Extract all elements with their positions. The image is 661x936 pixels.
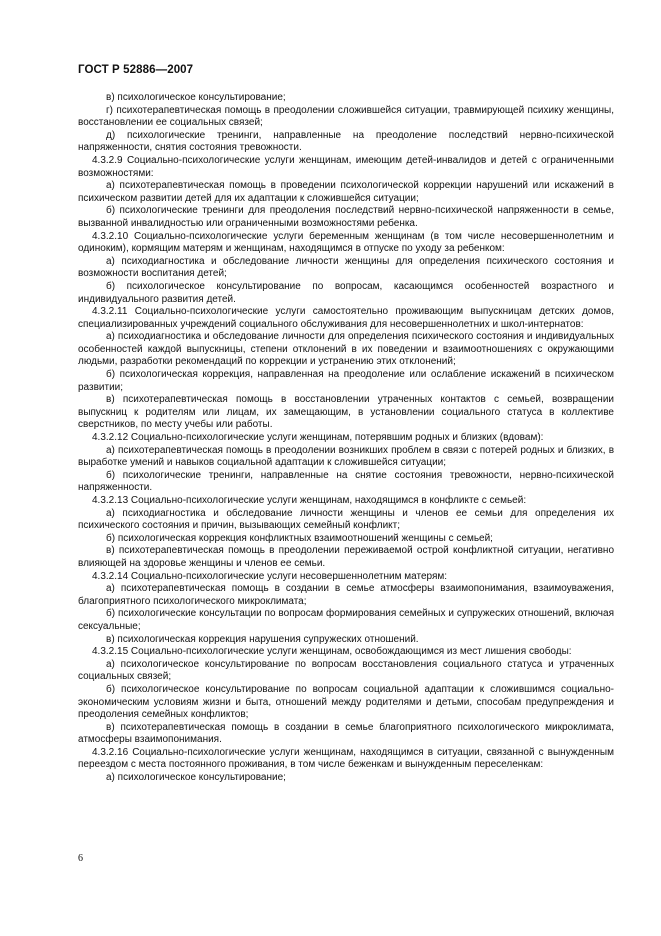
- list-item: б) психологическая коррекция, направленная на преодоление или ослабление искажений в психическом развитии;: [78, 369, 614, 393]
- list-item: б) психологические тренинги, направленные на снятие состояния тревожности, нервно-психической напряженности.: [78, 469, 614, 494]
- section-heading: 4.3.2.13 Социально-психологические услуги женщинам, находящимся в конфликте с семьей:: [92, 495, 527, 506]
- list-item: а) психологическое консультирование;: [106, 772, 286, 784]
- section-heading: 4.3.2.12 Социально-психологические услуги женщинам, потерявшим родных и близких (вдовам):: [92, 432, 544, 444]
- list-item: б) психологические консультации по вопросам формирования семейных и супружеских отношений, включая сексуальные;: [78, 608, 614, 632]
- list-item: в) психотерапевтическая помощь в восстановлении утраченных контактов с семьей, возвращении выпускниц к родителям или лицам, их замещающим, в установлении социального статуса в коллективе сверстников, по месту учебы или работы.: [78, 394, 614, 431]
- document-header: ГОСТ Р 52886—2007: [78, 64, 194, 76]
- list-item: а) психологическое консультирование по вопросам восстановления социального статуса и утраченных социальных связей;: [78, 658, 614, 683]
- list-item: в) психологическое консультирование;: [106, 92, 286, 103]
- section-heading: 4.3.2.14 Социально-психологические услуги несовершеннолетним матерям:: [92, 570, 448, 582]
- list-item: д) психологические тренинги, направленные на преодоление последствий нервно-психической напряженности, снятия состояния тревожности.: [78, 129, 614, 154]
- list-item: а) психотерапевтическая помощь в проведении психологической коррекции нарушений или искажений в психическом развитии детей для их адаптации к сложившейся ситуации;: [78, 180, 614, 204]
- section-heading: 4.3.2.15 Социально-психологические услуги женщинам, освобождающимся из мест лишения свободы:: [92, 646, 572, 658]
- list-item: в) психотерапевтическая помощь в преодолении переживаемой острой конфликтной ситуации, негативно влияющей на здоровье женщины и членов ее семьи.: [78, 545, 614, 569]
- list-item: а) психодиагностика и обследование личности для определения психического состояния и индивидуальных особенностей каждой выпускницы, степени отклонений в их поведении и взаимоотношениях с окружающими людьми, разработки рекомендаций по коррекции и устранению этих отклонений;: [78, 331, 614, 368]
- list-item: г) психотерапевтическая помощь в преодолении сложившейся ситуации, травмирующей психику женщины, восстановлении ее социальных связей;: [78, 104, 614, 129]
- section-heading: 4.3.2.11 Социально-психологические услуги самостоятельно проживающим выпускницам детских домов, специализированных учреждений социального обслуживания для несовершеннолетних и школ-интернатов:: [78, 306, 614, 330]
- section-heading: 4.3.2.10 Социально-психологические услуги беременным женщинам (в том числе несовершеннолетним и одиноким), кормящим матерям и женщинам, находящимся в отпуске по уходу за ребенком:: [78, 230, 614, 255]
- list-item: б) психологические тренинги для преодоления последствий нервно-психической напряженности в семье, вызванной инвалидностью или ограниченными возможностями ребенка.: [78, 205, 614, 229]
- list-item: а) психотерапевтическая помощь в преодолении возникших проблем в связи с потерей родных и близких, в выработке умений и навыков социальной адаптации к сложившейся ситуации;: [78, 444, 614, 469]
- list-item: в) психологическая коррекция нарушения супружеских отношений.: [106, 633, 419, 645]
- list-item: а) психодиагностика и обследование личности женщины для определения психического состояния и возможности воспитания детей;: [78, 255, 614, 280]
- list-item: б) психологическое консультирование по вопросам, касающимся особенностей возрастного и индивидуального развития детей.: [78, 280, 614, 305]
- document-body: [78, 92, 614, 785]
- section-heading: 4.3.2.16 Социально-психологические услуги женщинам, находящимся в ситуации, связанной с вынужденным переездом с места постоянного проживания, в том числе беженкам и вынужденным переселенкам:: [78, 746, 614, 771]
- section-heading: 4.3.2.9 Социально-психологические услуги женщинам, имеющим детей-инвалидов и детей с ограниченными возможностями:: [78, 154, 614, 179]
- list-item: а) психотерапевтическая помощь в создании в семье атмосферы взаимопонимания, взаимоуважения, благоприятного психологического микроклимата;: [78, 583, 614, 607]
- list-item: б) психологическое консультирование по вопросам социальной адаптации к сложившимся социально-экономическим условиям жизни и быта, отношений между родителями и детьми, способам предупреждения и преодоления семейных конфликтов;: [78, 683, 614, 721]
- list-item: б) психологическая коррекция конфликтных взаимоотношений женщины с семьей;: [106, 532, 493, 544]
- list-item: в) психотерапевтическая помощь в создании в семье благоприятного психологического микроклимата, атмосферы взаимопонимания.: [78, 721, 614, 746]
- page-number: 6: [78, 853, 83, 864]
- list-item: а) психодиагностика и обследование личности женщины и членов ее семьи для определения их психического состояния и причин, вызывающих семейный конфликт;: [78, 507, 614, 532]
